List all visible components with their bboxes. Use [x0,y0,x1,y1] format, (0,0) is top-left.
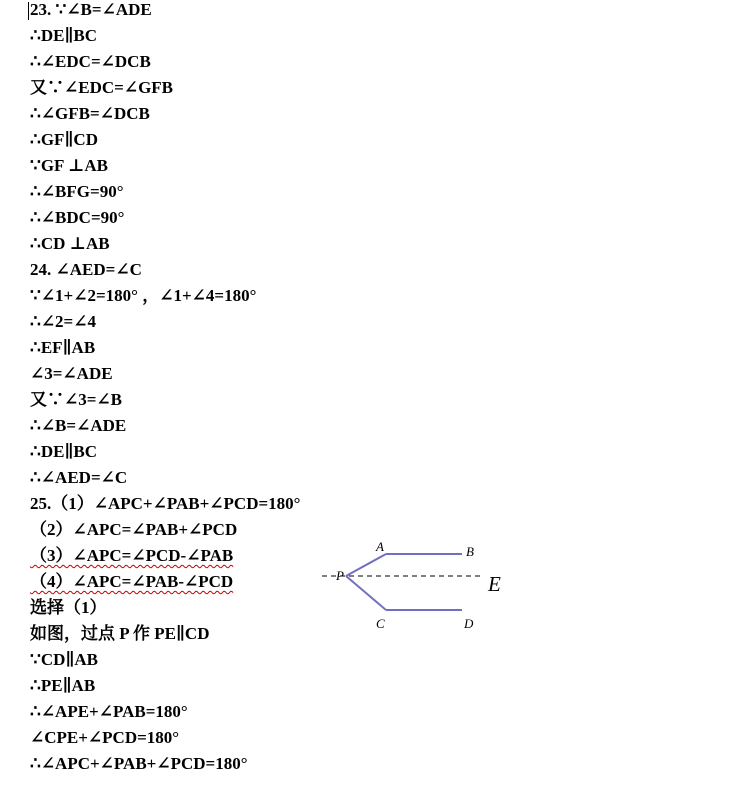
line-10: ∴CD ⊥AB [30,234,110,253]
line-8: ∴∠BFG=90° [30,182,124,201]
line-26: ∵CD∥AB [30,650,98,669]
line-20: 25.（1）∠APC+∠PAB+∠PCD=180° [30,494,301,513]
line-13: ∴∠2=∠4 [30,312,96,331]
line-11: 24. ∠AED=∠C [30,260,142,279]
line-30: ∴∠APC+∠PAB+∠PCD=180° [30,754,248,773]
line-16: 又∵∠3=∠B [30,390,123,409]
text-cursor [28,2,29,20]
line-4: 又∵∠EDC=∠GFB [30,78,174,97]
line-29: ∠CPE+∠PCD=180° [30,728,180,747]
line-23: （4）∠APC=∠PAB-∠PCD [30,572,234,591]
label-d: D [464,616,474,631]
line-22: （3）∠APC=∠PCD-∠PAB [30,546,234,565]
line-9: ∴∠BDC=90° [30,208,125,227]
line-3: ∴∠EDC=∠DCB [30,52,151,71]
label-p: P [336,568,344,583]
label-a: A [376,539,384,554]
line-21: （2）∠APC=∠PAB+∠PCD [30,520,238,539]
line-27: ∴PE∥AB [30,676,96,695]
line-18: ∴DE∥BC [30,442,98,461]
line-2: ∴DE∥BC [30,26,98,45]
line-12: ∵∠1+∠2=180° ，∠1+∠4=180° [30,286,257,305]
line-24: 选择（1） [30,598,107,617]
line-5: ∴∠GFB=∠DCB [30,104,150,123]
line-19: ∴∠AED=∠C [30,468,128,487]
segment-pc [346,576,386,610]
line-28: ∴∠APE+∠PAB=180° [30,702,188,721]
label-b: B [466,544,474,559]
line-14: ∴EF∥AB [30,338,96,357]
line-6: ∴GF∥CD [30,130,98,149]
label-c: C [376,616,385,631]
geometry-figure [318,536,518,636]
line-1: 23. ∵∠B=∠ADE [30,0,152,19]
label-e: E [488,572,501,596]
line-25: 如图，过点 P 作 PE∥CD [30,624,210,643]
line-15: ∠3=∠ADE [30,364,113,383]
segment-pa [346,554,386,576]
line-17: ∴∠B=∠ADE [30,416,127,435]
line-7: ∵GF ⊥AB [30,156,108,175]
